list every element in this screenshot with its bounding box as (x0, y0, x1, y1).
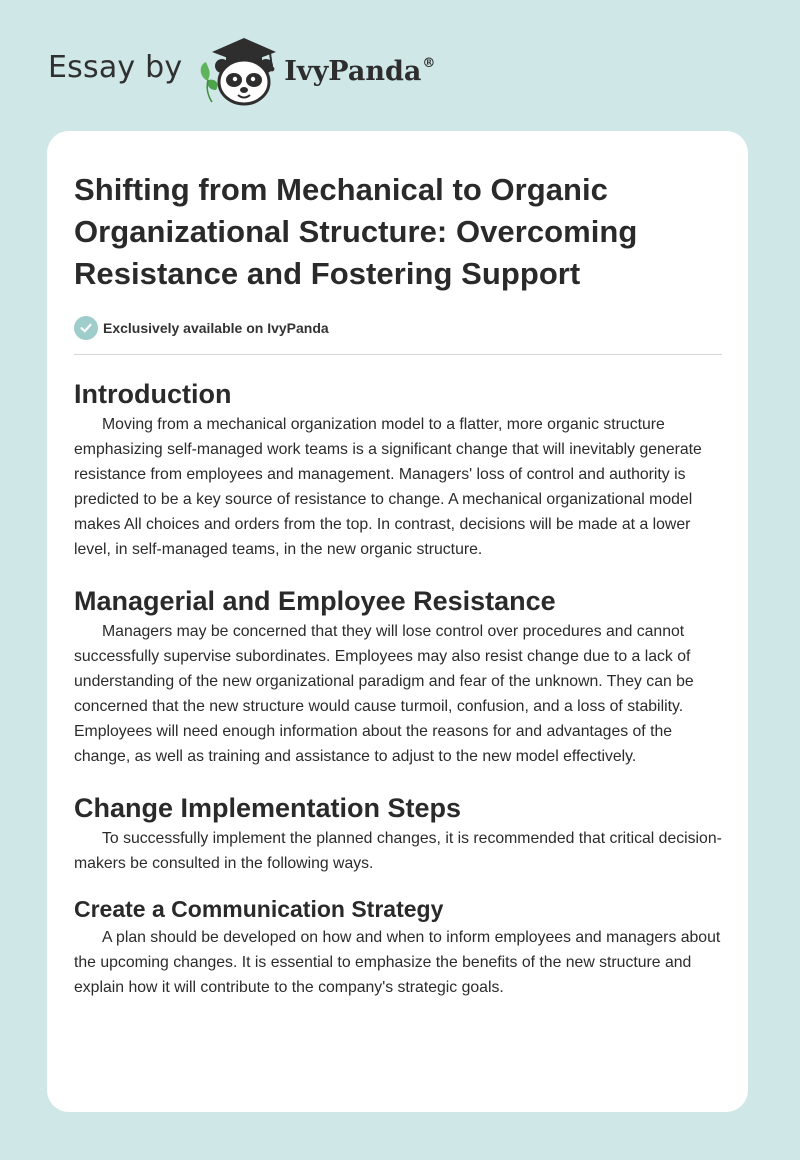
paragraph-communication: A plan should be developed on how and when to inform employees and managers about the upcoming changes. It is essential to emphasize the benefits of the new structure and explain how it will contribute to the company's strategic goals. (74, 929, 721, 996)
paragraph-resistance: Managers may be concerned that they will lose control over procedures and cannot successfully supervise subordinates. Employees may also resist change due to a lack of understanding of the new organizational paradigm and fear of the unknown. They can be concerned that the new structure would cause turmoil, confusion, and a loss of stability. Employees will need enough information about the reasons for and advantages of the change, as well as training and assistance to adjust to the new model effectively. (74, 623, 694, 765)
brand-prefix: Essay by (48, 49, 183, 85)
subsection-heading-communication: Create a Communication Strategy (74, 896, 444, 922)
exclusive-badge (74, 315, 722, 341)
essay-card (47, 131, 748, 1112)
section-heading-introduction: Introduction (74, 379, 232, 409)
exclusive-label: Exclusively available on IvyPanda (103, 320, 329, 336)
leaf-icon (201, 62, 218, 102)
panda-graduate-icon (196, 34, 282, 110)
divider (74, 354, 722, 355)
section-heading-implementation: Change Implementation Steps (74, 793, 462, 823)
paragraph-implementation: To successfully implement the planned changes, it is recommended that critical decision-makers be consulted in the following ways. (74, 830, 722, 872)
page-title: Shifting from Mechanical to Organic Organizational Structure: Overcoming Resistance and Fostering Support (74, 172, 638, 291)
brand-header[interactable] (48, 34, 435, 110)
brand-name: IvyPanda® (284, 55, 436, 87)
section-heading-resistance: Managerial and Employee Resistance (74, 586, 556, 616)
paragraph-introduction: Moving from a mechanical organization model to a flatter, more organic structure emphasizing self-managed work teams is a significant change that will inevitably generate resistance from employees and management. Managers' loss of control and authority is predicted to be a key source of resistance to change. A mechanical organizational model makes All choices and orders from the top. In contrast, decisions will be made at a lower level, in self-managed teams, in the new organic structure. (74, 416, 702, 558)
check-icon (74, 316, 98, 340)
